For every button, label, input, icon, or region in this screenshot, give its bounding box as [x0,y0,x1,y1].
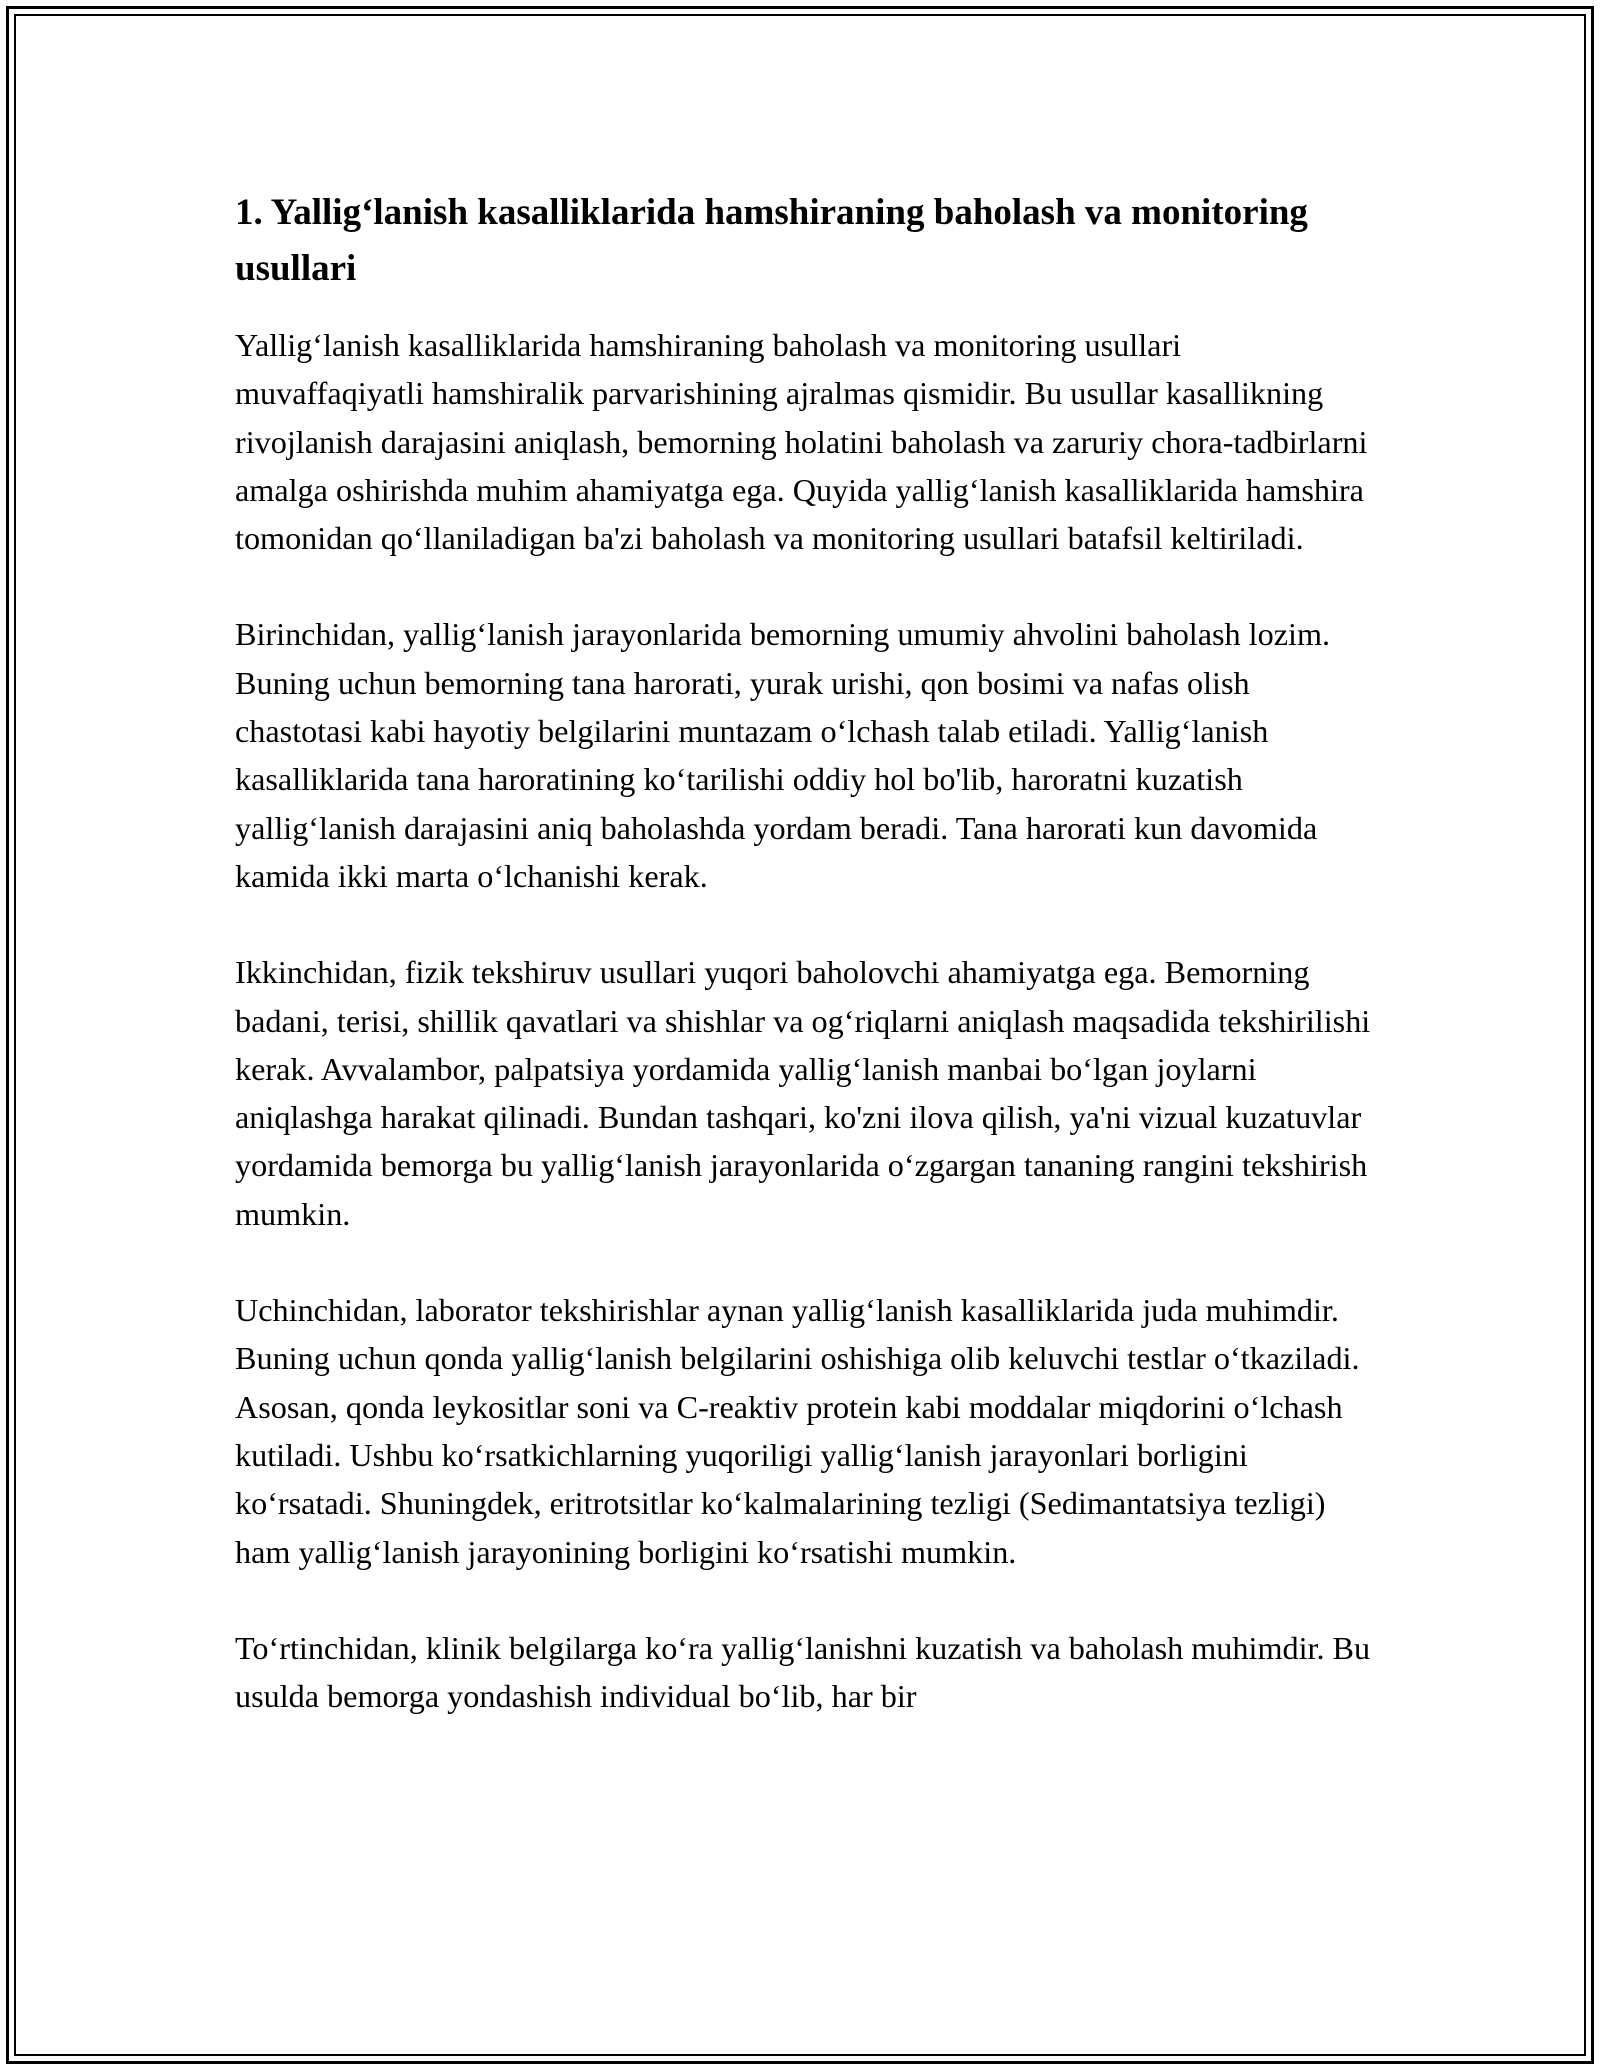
document-body [235,185,1375,1720]
paragraph-second: Ikkinchidan, fizik tekshiruv usullari yuqori baholovchi ahamiyatga ega. Bemorning badani, terisi, shillik qavatlari va shishlar va og‘riqlarni aniqlash maqsadida tekshirilishi kerak. Avvalambor, palpatsiya yordamida yallig‘lanish manbai bo‘lgan joylarni aniqlashga harakat qilinadi. Bundan tashqari, ko'zni ilova qilish, ya'ni vizual kuzatuvlar yordamida bemorga bu yallig‘lanish jarayonlarida o‘zgargan tananing rangini tekshirish mumkin. [235,954,1371,1232]
paragraph-third: Uchinchidan, laborator tekshirishlar aynan yallig‘lanish kasalliklarida juda muhimdir. Buning uchun qonda yallig‘lanish belgilarini oshishiga olib keluvchi testlar o‘tkaziladi. Asosan, qonda leykositlar soni va C-reaktiv protein kabi moddalar miqdorini o‘lchash kutiladi. Ushbu ko‘rsatkichlarning yuqoriligi yallig‘lanish jarayonlari borligini ko‘rsatadi. Shuningdek, eritrotsitlar ko‘kalmalarining tezligi (Sedimantatsiya tezligi) ham yallig‘lanish jarayonining borligini ko‘rsatishi mumkin. [235,1292,1360,1570]
section-heading: 1. Yallig‘lanish kasalliklarida hamshiraning baholash va monitoring usullari [235,192,1308,289]
paragraph-intro: Yallig‘lanish kasalliklarida hamshiraning baholash va monitoring usullari muvaffaqiyatli hamshiralik parvarishining ajralmas qismidir. Bu usullar kasallikning rivojlanish darajasini aniqlash, bemorning holatini baholash va zaruriy chora-tadbirlarni amalga oshirishda muhim ahamiyatga ega. Quyida yallig‘lanish kasalliklarida hamshira tomonidan qo‘llaniladigan ba'zi baholash va monitoring usullari batafsil keltiriladi. [235,327,1368,557]
paragraph-fourth: To‘rtinchidan, klinik belgilarga ko‘ra yallig‘lanishni kuzatish va baholash muhimdir. Bu usulda bemorga yondashish individual bo‘lib, har bir [235,1629,1371,1715]
paragraph-first: Birinchidan, yallig‘lanish jarayonlarida bemorning umumiy ahvolini baholash lozim. Buning uchun bemorning tana harorati, yurak urishi, qon bosimi va nafas olish chastotasi kabi hayotiy belgilarini muntazam o‘lchash talab etiladi. Yallig‘lanish kasalliklarida tana haroratining ko‘tarilishi oddiy hol bo'lib, haroratni kuzatish yallig‘lanish darajasini aniq baholashda yordam beradi. Tana harorati kun davomida kamida ikki marta o‘lchanishi kerak. [235,616,1331,894]
